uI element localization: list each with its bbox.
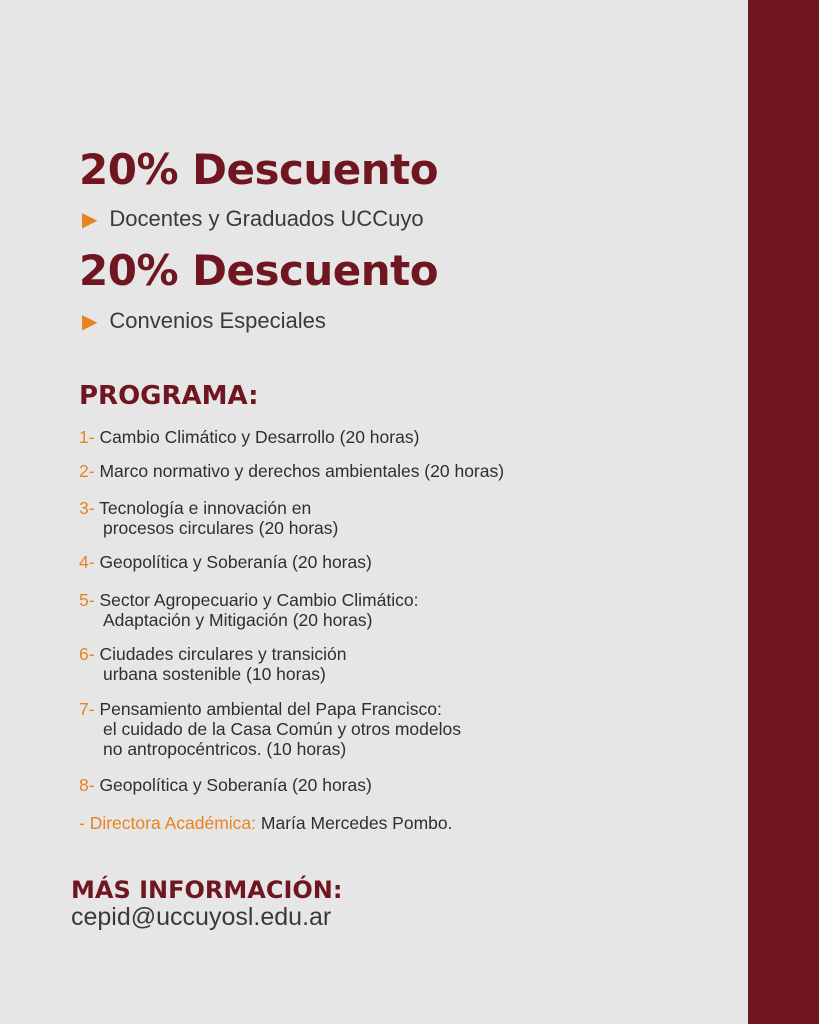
side-bar xyxy=(748,0,819,1024)
discount-title-1: 20% Descuento xyxy=(79,145,439,194)
triangle-right-icon: ▶ xyxy=(82,209,98,231)
program-item-2: 2- Marco normativo y derechos ambientales (20 horas) xyxy=(79,461,505,481)
info-heading: MÁS INFORMACIÓN: xyxy=(71,876,343,904)
contact-email[interactable]: cepid@uccuyosl.edu.ar xyxy=(71,903,332,931)
program-item-7: 7- Pensamiento ambiental del Papa Francisco: el cuidado de la Casa Común y otros modelos no antropocéntricos. (10 horas) xyxy=(79,699,461,759)
triangle-right-icon: ▶ xyxy=(82,311,98,333)
director-label: - Directora Académica: xyxy=(79,813,257,833)
discount-label-1: Docentes y Graduados UCCuyo xyxy=(109,206,424,231)
academic-director xyxy=(79,813,453,833)
program-item-3: 3- Tecnología e innovación en procesos circulares (20 horas) xyxy=(79,498,339,538)
discount-item-2 xyxy=(82,310,326,332)
discount-label-2: Convenios Especiales xyxy=(109,308,326,333)
programa-heading: PROGRAMA: xyxy=(79,381,259,411)
program-item-1: 1- Cambio Climático y Desarrollo (20 horas) xyxy=(79,427,420,447)
program-item-5: 5- Sector Agropecuario y Cambio Climático: Adaptación y Mitigación (20 horas) xyxy=(79,590,419,630)
director-name: María Mercedes Pombo. xyxy=(260,813,453,833)
discount-item-1 xyxy=(82,208,424,230)
program-item-6: 6- Ciudades circulares y transición urbana sostenible (10 horas) xyxy=(79,644,347,684)
program-item-4: 4- Geopolítica y Soberanía (20 horas) xyxy=(79,552,372,572)
discount-title-2: 20% Descuento xyxy=(79,246,439,295)
program-item-8: 8- Geopolítica y Soberanía (20 horas) xyxy=(79,775,372,795)
